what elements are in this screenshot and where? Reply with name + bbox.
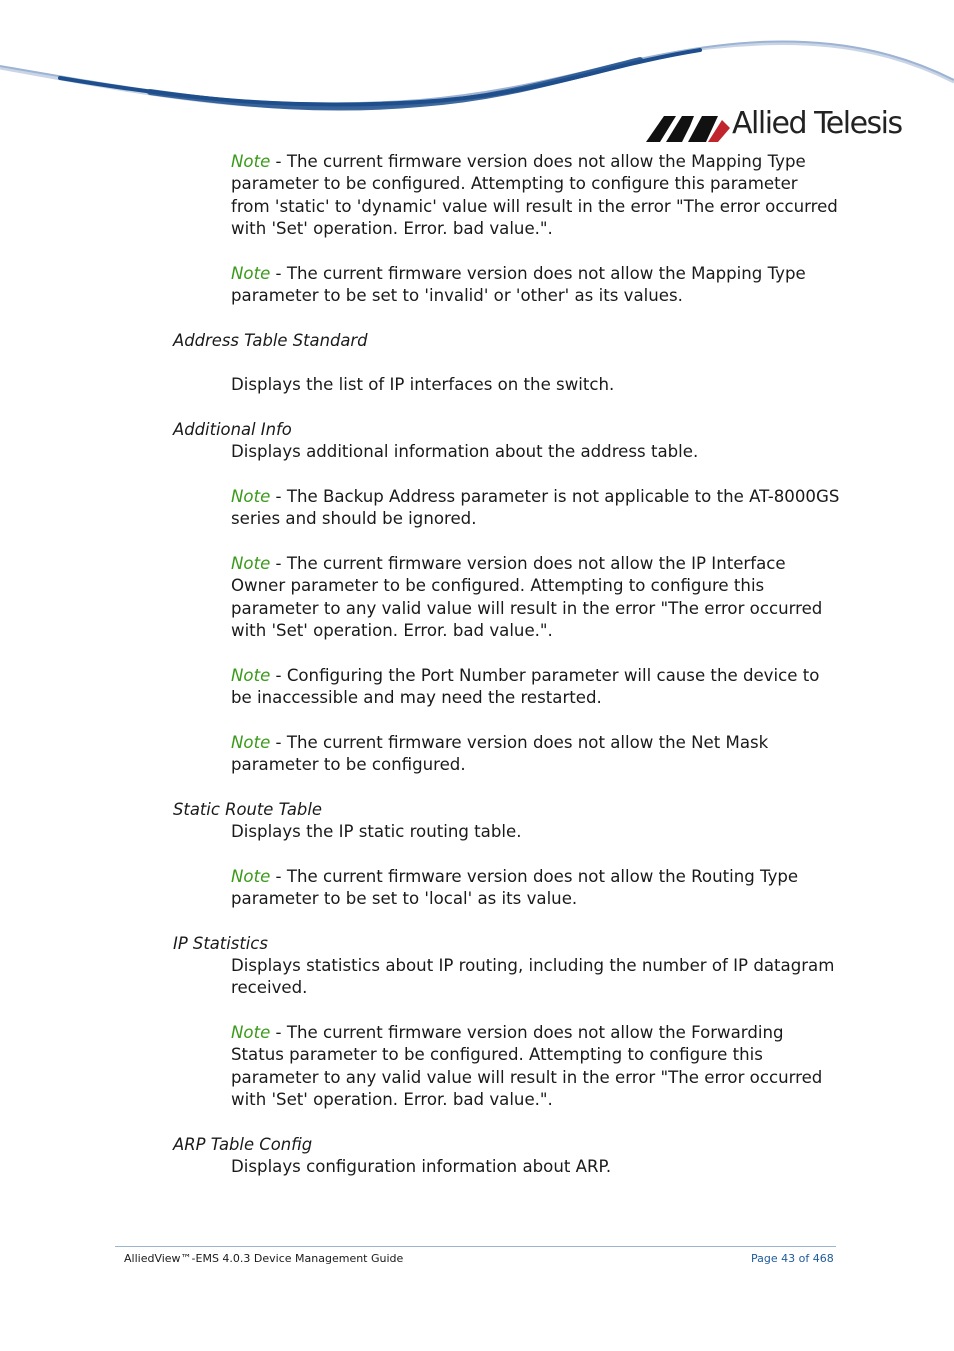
description-paragraph: Displays additional information about the address table.: [231, 442, 699, 461]
allied-telesis-logo: [646, 106, 906, 146]
footer-page-number: Page 43 of 468: [751, 1252, 834, 1265]
note-text: - The current firmware version does not allow the IP Interface Owner parameter to be configured. Attempting to configure this parameter to any valid value will result in the error "The error occurred with 'Set' operation. Error. bad value.".: [231, 554, 823, 641]
note-text: - The Backup Address parameter is not applicable to the AT-8000GS series and should be ignored.: [231, 487, 840, 529]
note-label: Note: [231, 264, 271, 283]
section-term: Static Route Table: [173, 800, 322, 819]
note-text: - The current firmware version does not allow the Net Mask parameter to be configured.: [231, 733, 769, 775]
note-label: Note: [231, 554, 271, 573]
note-paragraph: [231, 1022, 841, 1112]
note-text: - The current firmware version does not allow the Mapping Type parameter to be configured. Attempting to configure this parameter from 'static' to 'dynamic' value will result in the error "The error occurred with 'Set' operation. Error. bad value.".: [231, 152, 838, 239]
note-paragraph: [231, 553, 841, 643]
note-label: Note: [231, 733, 271, 752]
description-paragraph: Displays the IP static routing table.: [231, 822, 522, 841]
note-text: - The current firmware version does not allow the Mapping Type parameter to be set to 'invalid' or 'other' as its values.: [231, 264, 806, 306]
note-label: Note: [231, 666, 271, 685]
section-term: IP Statistics: [173, 934, 268, 953]
description-paragraph: Displays statistics about IP routing, including the number of IP datagram received.: [231, 956, 835, 998]
section-term: Additional Info: [173, 420, 292, 439]
note-label: Note: [231, 487, 271, 506]
note-text: - The current firmware version does not allow the Routing Type parameter to be set to 'local' as its value.: [231, 867, 799, 909]
note-paragraph: [231, 263, 841, 308]
description-paragraph: Displays the list of IP interfaces on the switch.: [231, 375, 615, 394]
note-text: - The current firmware version does not allow the Forwarding Status parameter to be configured. Attempting to configure this parameter to any valid value will result in the error "The error occurred with 'Set' operation. Error. bad value.".: [231, 1023, 823, 1110]
note-paragraph: [231, 866, 841, 911]
note-paragraph: [231, 151, 841, 241]
section-term: ARP Table Config: [173, 1135, 313, 1154]
note-paragraph: [231, 486, 841, 531]
allied-telesis-mark-icon: [646, 114, 730, 144]
footer-divider: [115, 1246, 836, 1247]
note-label: Note: [231, 152, 271, 171]
note-text: - Configuring the Port Number parameter will cause the device to be inaccessible and may need the restarted.: [231, 666, 820, 708]
logo-wordmark: Allied Telesis: [732, 106, 902, 141]
note-label: Note: [231, 867, 271, 886]
page-header: [0, 0, 954, 150]
footer-document-title: AlliedView™-EMS 4.0.3 Device Management Guide: [124, 1252, 404, 1265]
note-label: Note: [231, 1023, 271, 1042]
note-paragraph: [231, 732, 841, 777]
section-term: Address Table Standard: [173, 331, 368, 350]
note-paragraph: [231, 665, 841, 710]
description-paragraph: Displays configuration information about ARP.: [231, 1157, 612, 1176]
